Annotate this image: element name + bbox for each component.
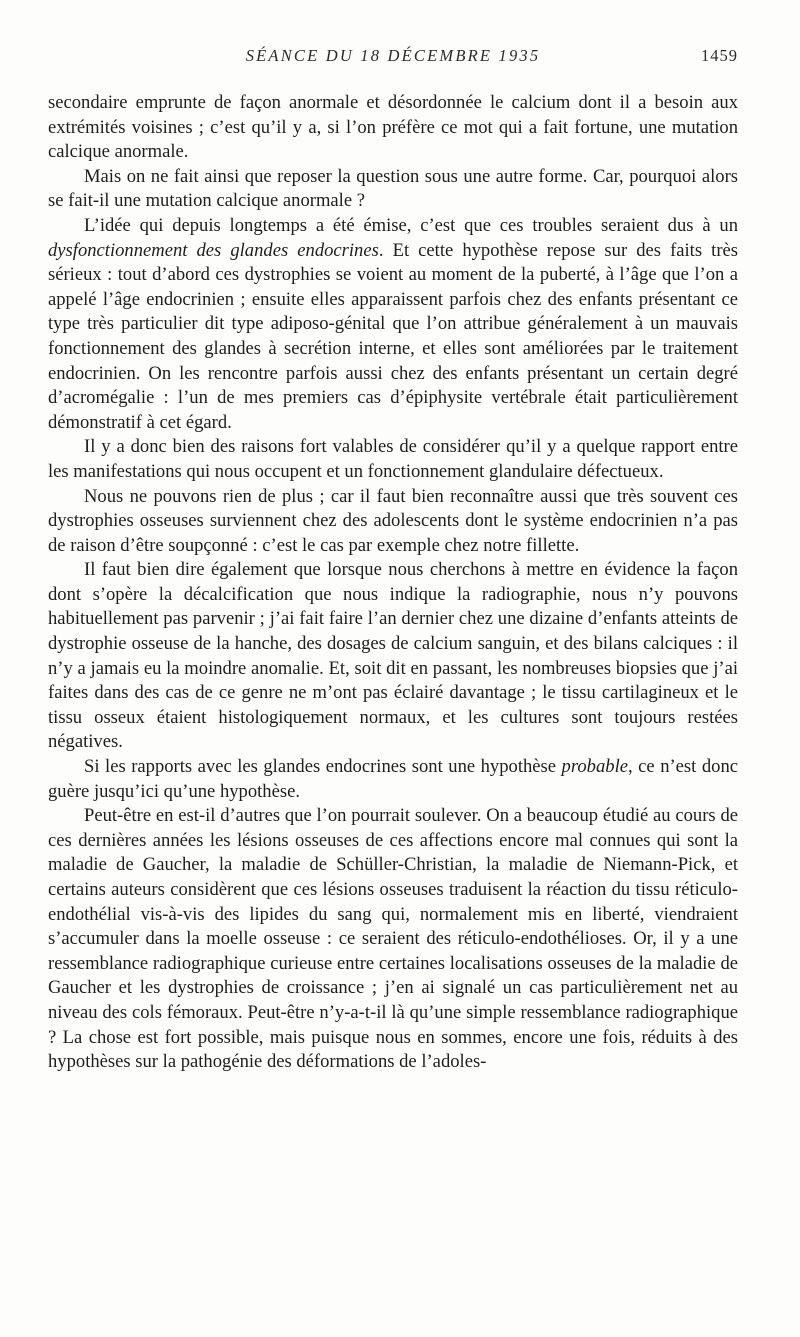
page-number: 1459 xyxy=(701,46,738,65)
emphasized-text: dysfonctionnement des glandes endocrines xyxy=(48,239,379,261)
paragraph-5 xyxy=(48,485,738,559)
paragraph-text: L’idée qui depuis longtemps a été émise, c’est que ces troubles seraient dus à un xyxy=(84,214,738,236)
paragraph-4 xyxy=(48,435,738,484)
page-header xyxy=(48,46,738,76)
running-title: SÉANCE DU 18 DÉCEMBRE 1935 xyxy=(245,46,541,65)
paragraph-text: secondaire emprunte de façon anormale et désordonnée le calcium dont il a besoin aux extrémités voisines ; c’est qu’il y a, si l’on préfère ce mot qui a fait fortune, une mutation calcique anormale. xyxy=(48,92,738,163)
paragraph-text: Si les rapports avec les glandes endocrines sont une hypothèse xyxy=(84,756,562,778)
paragraph-text: Il y a donc bien des raisons fort valables de considérer qu’il y a quelque rapport entre les manifestations qui nous occupent et un fonctionnement glandulaire défectueux. xyxy=(48,436,738,482)
paragraph-1 xyxy=(48,91,738,165)
paragraph-6 xyxy=(48,558,738,755)
paragraph-7 xyxy=(48,755,738,804)
paragraph-text: Peut-être en est-il d’autres que l’on pourrait soulever. On a beaucoup étudié au cours de ces dernières années les lésions osseuses de ces affections encore mal connues qui sont la maladie de Gaucher, la maladie de Schüller-Christian, la maladie de Niemann-Pick, et certains auteurs considèrent que ces lésions osseuses traduisent la réaction du tissu réticulo-endothélial vis-à-vis des lipides du sang qui, normalement mis en liberté, viendraient s’accumuler dans la moelle osseuse : ce seraient des réticulo-endothélioses. Or, il y a une ressemblance radiographique curieuse entre certaines localisations osseuses de la maladie de Gaucher et les dystrophies de croissance ; j’en ai signalé un cas particulièrement net au niveau des cols fémoraux. Peut-être n’y-a-t-il là qu’une simple ressemblance radiographique ? La chose est fort possible, mais puisque nous en sommes, encore une fois, réduits à des hypothèses sur la pathogénie des déformations de l’adoles- xyxy=(48,805,738,1073)
paragraph-2 xyxy=(48,165,738,214)
body-text xyxy=(48,91,738,1075)
paragraph-3 xyxy=(48,214,738,435)
paragraph-text: Il faut bien dire également que lorsque nous cherchons à mettre en évidence la façon dont s’opère la décalcification que nous indique la radiographie, nous n’y pouvons habituellement pas parvenir ; j’ai fait faire l’an dernier chez une dizaine d’enfants atteints de dystrophie osseuse de la hanche, des dosages de calcium sanguin, et des bilans calciques : il n’y a jamais eu la moindre anomalie. Et, soit dit en passant, les nombreuses biopsies que j’ai faites dans des cas de ce genre ne m’ont pas éclairé davantage ; le tissu cartilagineux et le tissu osseux étaient histologiquement normaux, et les cultures sont toujours restées négatives. xyxy=(48,559,738,753)
emphasized-text: probable xyxy=(561,756,628,778)
paragraph-8 xyxy=(48,804,738,1075)
paragraph-text: , ce n’est donc guère jusqu’ici qu’une hypothèse. xyxy=(48,756,738,802)
paragraph-text: . Et cette hypothèse repose sur des faits très sérieux : tout d’abord ces dystrophies se voient au moment de la puberté, à l’âge que l’on a appelé l’âge endocrinien ; ensuite elles apparaissent parfois chez des enfants présentant ce type très particulier dit type adiposo-génital que l’on attribue généralement à un mauvais fonctionnement des glandes à secrétion interne, et elles sont améliorées par le traitement endocrinien. On les rencontre parfois aussi chez des enfants présentant un certain degré d’acromégalie : l’un de mes premiers cas d’épiphysite vertébrale était particulièrement démonstratif à cet égard. xyxy=(48,239,738,433)
paragraph-text: Mais on ne fait ainsi que reposer la question sous une autre forme. Car, pourquoi alors se fait-il une mutation calcique anormale ? xyxy=(48,165,738,212)
paragraph-text: Nous ne pouvons rien de plus ; car il faut bien reconnaître aussi que très souvent ces dystrophies osseuses surviennent chez des adolescents dont le système endocrinien n’a pas de raison d’être soupçonné : c’est le cas par exemple chez notre fillette. xyxy=(48,485,738,556)
